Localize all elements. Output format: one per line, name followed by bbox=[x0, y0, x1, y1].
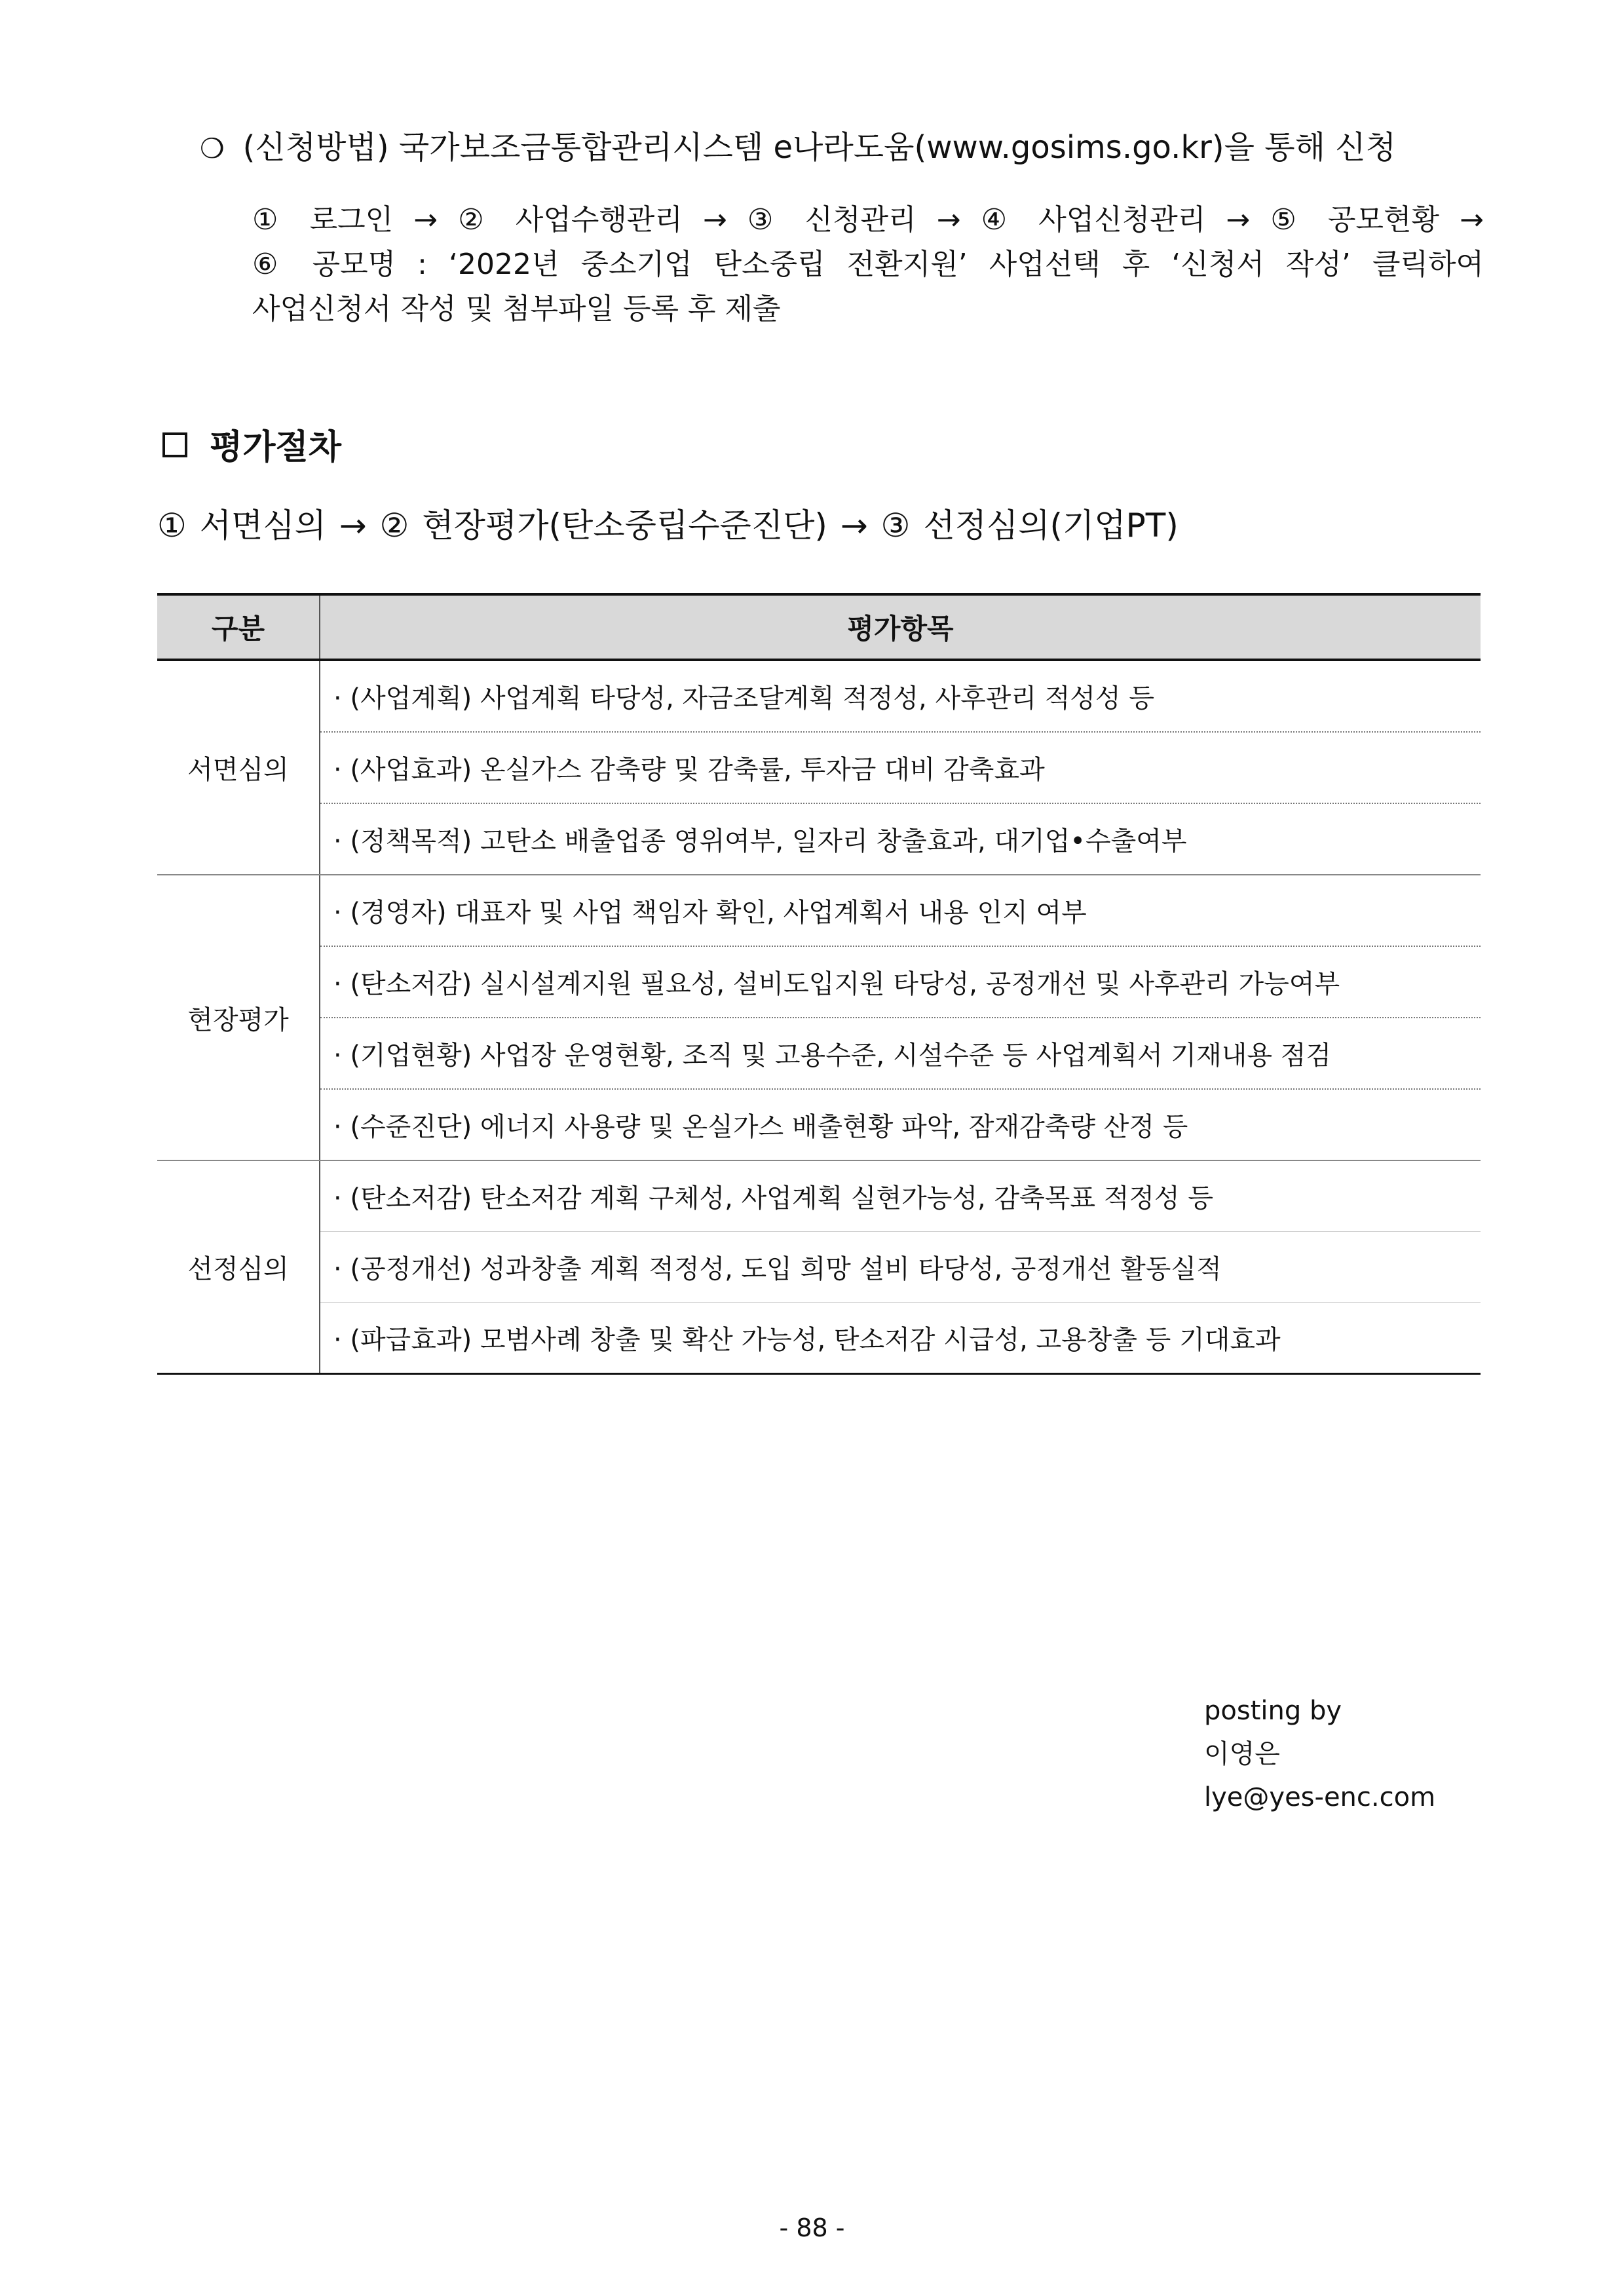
table-row bbox=[157, 875, 1481, 946]
item-cell: · (수준진단) 에너지 사용량 및 온실가스 배출현황 파악, 잠재감축량 산정 등 bbox=[320, 1089, 1481, 1160]
square-bullet-icon bbox=[162, 432, 187, 457]
application-step-line: 사업신청서 작성 및 첨부파일 등록 후 제출 bbox=[252, 292, 781, 326]
item-cell: · (경영자) 대표자 및 사업 책임자 확인, 사업계획서 내용 인지 여부 bbox=[320, 875, 1481, 946]
item-cell: · (정책목적) 고탄소 배출업종 영위여부, 일자리 창출효과, 대기업•수출여부 bbox=[320, 803, 1481, 875]
item-cell: · (사업효과) 온실가스 감축량 및 감축률, 투자금 대비 감축효과 bbox=[320, 732, 1481, 803]
item-cell: · (공정개선) 성과창출 계획 적정성, 도입 희망 설비 타당성, 공정개선 활동실적 bbox=[320, 1232, 1481, 1303]
application-method bbox=[200, 122, 1396, 167]
application-steps bbox=[252, 198, 1484, 332]
item-cell: · (기업현황) 사업장 운영현황, 조직 및 고용수준, 시설수준 등 사업계획서 기재내용 점검 bbox=[320, 1018, 1481, 1089]
table-row bbox=[157, 803, 1481, 875]
section-title bbox=[162, 419, 341, 469]
circle-bullet-icon: ❍ bbox=[200, 132, 225, 164]
table-row bbox=[157, 1303, 1481, 1374]
category-cell: 서면심의 bbox=[157, 660, 320, 875]
posting-by-label: posting by bbox=[1204, 1696, 1342, 1726]
table-row bbox=[157, 660, 1481, 732]
poster-email: lye@yes-enc.com bbox=[1204, 1782, 1436, 1812]
table-header-row bbox=[157, 594, 1481, 660]
category-cell: 현장평가 bbox=[157, 875, 320, 1160]
table-row bbox=[157, 1160, 1481, 1232]
table-row bbox=[157, 1089, 1481, 1160]
table-row bbox=[157, 1232, 1481, 1303]
section-title-text: 평가절차 bbox=[210, 428, 341, 467]
item-cell: · (파급효과) 모범사례 창출 및 확산 가능성, 탄소저감 시급성, 고용창출 등 기대효과 bbox=[320, 1303, 1481, 1374]
application-step-line: ① 로그인 → ② 사업수행관리 → ③ 신청관리 → ④ 사업신청관리 → ⑤ 공모현황 → bbox=[252, 203, 1484, 237]
table-row bbox=[157, 732, 1481, 803]
table-row bbox=[157, 946, 1481, 1018]
table-row bbox=[157, 1018, 1481, 1089]
application-method-text: (신청방법) 국가보조금통합관리시스템 e나라도움(www.gosims.go.kr)을 통해 신청 bbox=[242, 129, 1396, 166]
posting-credit bbox=[1204, 1689, 1435, 1819]
header-category: 구분 bbox=[157, 594, 320, 660]
header-items: 평가항목 bbox=[320, 594, 1481, 660]
page-number: - 88 - bbox=[779, 2213, 845, 2242]
item-cell: · (탄소저감) 탄소저감 계획 구체성, 사업계획 실현가능성, 감축목표 적정성 등 bbox=[320, 1160, 1481, 1232]
evaluation-table bbox=[157, 593, 1481, 1375]
poster-name: 이영은 bbox=[1204, 1739, 1280, 1769]
item-cell: · (사업계획) 사업계획 타당성, 자금조달계획 적정성, 사후관리 적성성 등 bbox=[320, 660, 1481, 732]
item-cell: · (탄소저감) 실시설계지원 필요성, 설비도입지원 타당성, 공정개선 및 사후관리 가능여부 bbox=[320, 946, 1481, 1018]
evaluation-procedure: ① 서면심의 → ② 현장평가(탄소중립수준진단) → ③ 선정심의(기업PT) bbox=[157, 507, 1179, 545]
application-step-line: ⑥ 공모명 : ‘2022년 중소기업 탄소중립 전환지원’ 사업선택 후 ‘신청서 작성’ 클릭하여 bbox=[252, 248, 1484, 281]
category-cell: 선정심의 bbox=[157, 1160, 320, 1374]
